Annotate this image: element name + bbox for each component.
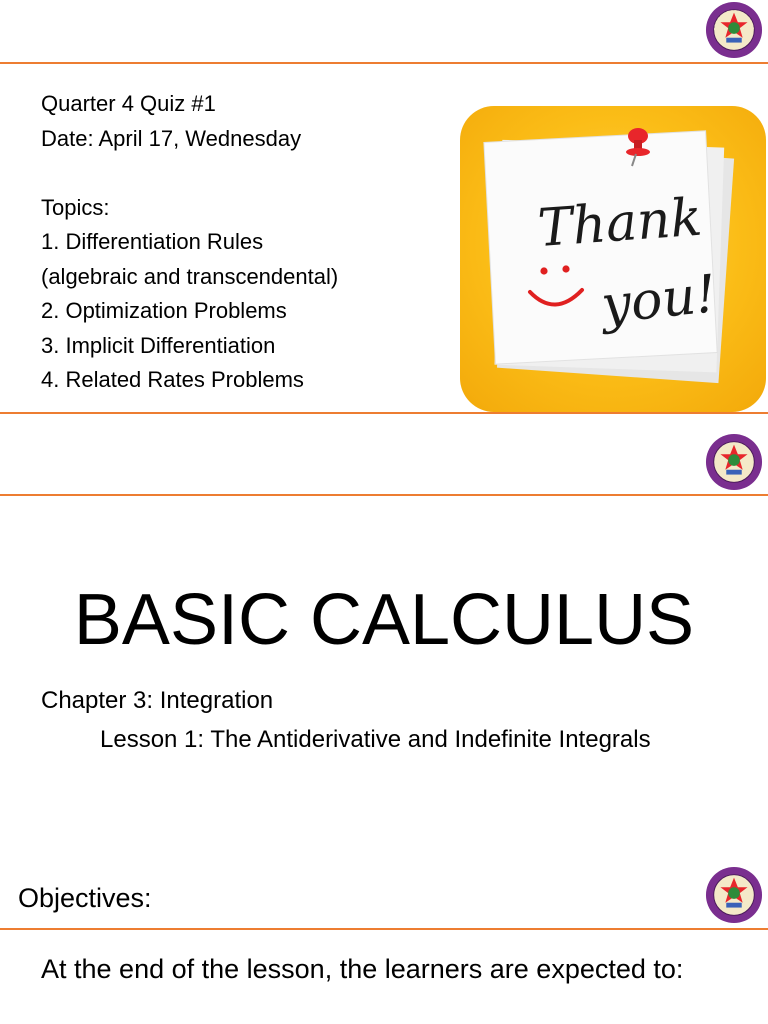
topic-item: 3. Implicit Differentiation bbox=[41, 332, 276, 358]
sticky-note-thank-you-image bbox=[460, 106, 766, 412]
topic-item: 1. Differentiation Rules bbox=[41, 229, 264, 254]
slide-2-top-rule bbox=[0, 494, 768, 496]
slide-3 bbox=[0, 848, 768, 1024]
school-seal-icon bbox=[705, 1, 763, 59]
school-seal-icon bbox=[705, 866, 763, 924]
lesson-heading bbox=[41, 721, 681, 758]
topic-item: (algebraic and transcendental) bbox=[41, 263, 339, 289]
objectives-intro: At the end of the lesson, the learners are expected to: bbox=[41, 954, 684, 984]
chapter-heading: Chapter 3: Integration bbox=[41, 687, 274, 714]
blank-line bbox=[41, 156, 338, 191]
slide-1-bottom-rule bbox=[0, 412, 768, 414]
topic-item: 2. Optimization Problems bbox=[41, 298, 287, 323]
note-word-thank: Thank bbox=[535, 187, 704, 259]
slide-3-top-rule bbox=[0, 928, 768, 930]
course-title: BASIC CALCULUS bbox=[73, 580, 695, 660]
objectives-heading: Objectives: bbox=[18, 883, 152, 913]
quiz-date: Date: April 17, Wednesday bbox=[41, 125, 302, 151]
lesson-prefix: Lesson 1: bbox=[100, 726, 211, 753]
topics-heading: Topics: bbox=[41, 194, 110, 220]
topic-item: 4. Related Rates Problems bbox=[41, 367, 304, 392]
note-word-you: you! bbox=[598, 264, 720, 336]
school-seal-icon bbox=[705, 433, 763, 491]
slide-1 bbox=[0, 0, 768, 414]
quiz-info bbox=[41, 87, 338, 398]
lesson-title: The Antiderivative and Indefinite Integrals bbox=[210, 726, 651, 753]
slide-1-top-rule bbox=[0, 62, 768, 64]
quiz-title: Quarter 4 Quiz #1 bbox=[41, 91, 216, 116]
